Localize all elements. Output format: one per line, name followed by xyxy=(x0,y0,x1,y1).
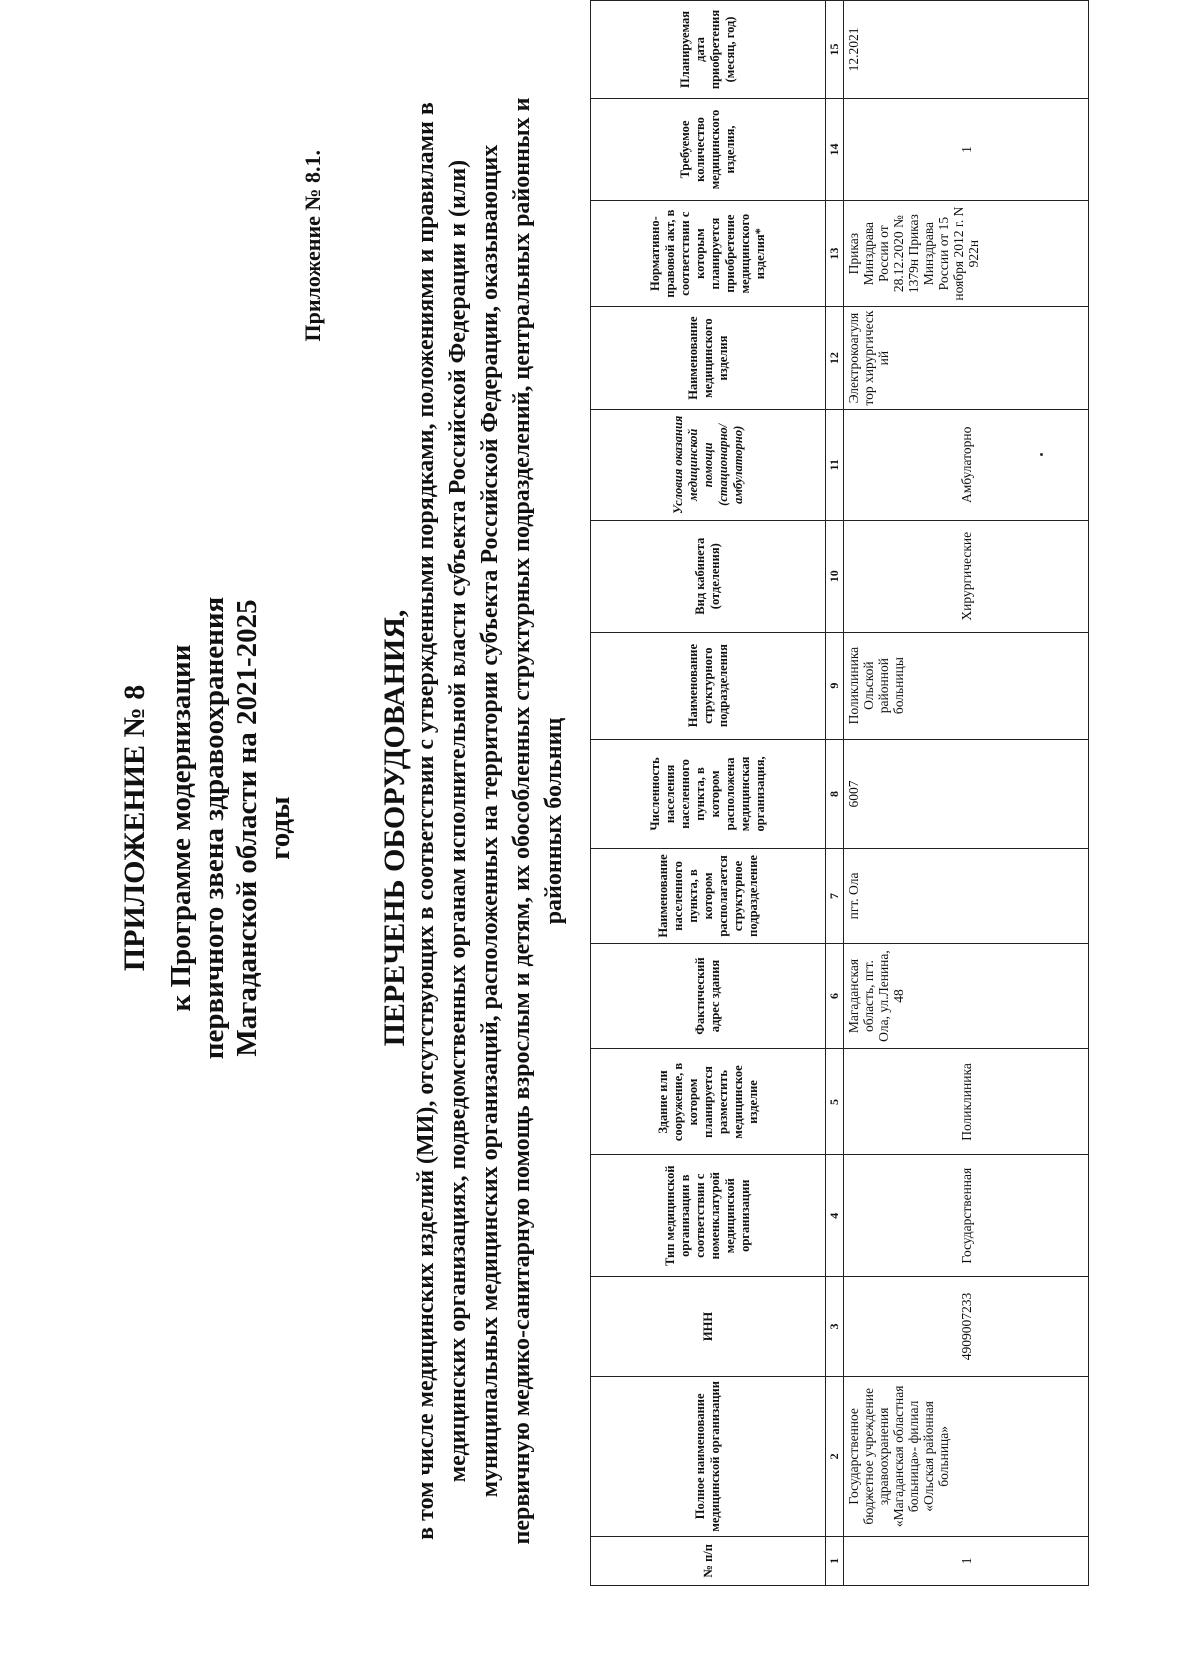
column-header: Наименование структурного подразделения xyxy=(591,632,826,739)
column-header: Наименование населенного пункта, в котором располагается структурное подразделение xyxy=(591,849,826,943)
column-number: 13 xyxy=(826,201,844,307)
column-header: Здание или сооружение, в котором планируется разместить медицинское изделие xyxy=(591,1049,826,1155)
program-line: годы xyxy=(264,796,296,860)
column-header: Вид кабинета (отделения) xyxy=(591,520,826,632)
program-title xyxy=(165,0,297,1656)
column-number: 10 xyxy=(826,520,844,632)
header-row xyxy=(591,1,826,1586)
appendix-title: ПРИЛОЖЕНИЕ № 8 xyxy=(118,684,151,972)
list-description: в том числе медицинских изделий (МИ), отсутствующих в соответствии с утвержденными порядками, положениями и правилами в медицинских организациях, подведомственных органам исполнительной власти субъекта Российской Федерации и (или) муниципальных медицинских организаций, расположенных на территории субъекта Российской Федерации, оказывающих первичную медико-санитарную помощь взрослым и детям, их обособленных структурных подразделений, центральных районных и районных больниц xyxy=(413,97,567,1545)
cell-org-type: Государственная xyxy=(844,1155,1089,1276)
column-number: 15 xyxy=(826,1,844,99)
cell-quantity: 1 xyxy=(844,98,1089,200)
column-number: 12 xyxy=(826,307,844,410)
cell-subdivision: Поликлиника Ольской районной больницы xyxy=(844,632,1089,739)
column-number: 8 xyxy=(826,739,844,849)
cell-inn: 4909007233 xyxy=(844,1276,1089,1376)
column-header: Фактический адрес здания xyxy=(591,943,826,1049)
cell-device: Электрокоагулятор хирургический xyxy=(844,307,1089,410)
column-header: Наименование медицинского изделия xyxy=(591,307,826,410)
cell-cabinet: Хирургические xyxy=(844,520,1089,632)
column-header: Нормативно-правовой акт, в соответствии с которым планируется приобретение медицинского изделия* xyxy=(591,201,826,307)
column-number: 4 xyxy=(826,1155,844,1276)
program-line: Магаданской области на 2021-2025 xyxy=(231,599,263,1057)
column-header: Требуемое количество медицинского изделия, xyxy=(591,98,826,200)
column-number: 6 xyxy=(826,943,844,1049)
column-number: 5 xyxy=(826,1049,844,1155)
cell-conditions: Амбулаторно xyxy=(844,409,1089,520)
column-number: 1 xyxy=(826,1536,844,1585)
scan-speck xyxy=(1040,453,1043,456)
list-title: ПЕРЕЧЕНЬ ОБОРУДОВАНИЯ, xyxy=(378,609,411,1047)
column-header: Тип медицинской организации в соответствии с номенклатурой медицинской организации xyxy=(591,1155,826,1276)
column-number: 14 xyxy=(826,98,844,200)
cell-org-name: Государственное бюджетное учреждение здравоохранения «Магаданская областная больница»- филиал «Ольская районная больница» xyxy=(844,1377,1089,1537)
column-header: Условия оказания медицинской помощи (стационарно/ амбулаторно) xyxy=(591,409,826,520)
column-header: Планируемая дата приобретения (месяц, год) xyxy=(591,1,826,99)
cell-address: Магаданская область, пгт. Ола, ул.Ленина, 48 xyxy=(844,943,1089,1049)
column-number: 3 xyxy=(826,1276,844,1376)
column-header: Численность населения населенного пункта, в котором расположена медицинская организация, xyxy=(591,739,826,849)
column-number: 7 xyxy=(826,849,844,943)
cell-settlement: пгт. Ола xyxy=(844,849,1089,943)
equipment-table xyxy=(590,0,1089,1586)
column-header: ИНН xyxy=(591,1276,826,1376)
column-header: № п/п xyxy=(591,1536,826,1585)
cell-legal-act: Приказ Минздрава России от 28.12.2020 № 1379н Приказ Минздрава России от 15 ноября 2012 г. N 922н xyxy=(844,201,1089,307)
cell-building: Поликлиника xyxy=(844,1049,1089,1155)
sub-appendix: Приложение № 8.1. xyxy=(300,150,325,342)
table-row xyxy=(844,1,1089,1586)
cell-population: 6007 xyxy=(844,739,1089,849)
column-number: 11 xyxy=(826,409,844,520)
column-header: Полное наименование медицинской организации xyxy=(591,1377,826,1537)
column-number: 2 xyxy=(826,1377,844,1537)
column-number: 9 xyxy=(826,632,844,739)
program-line: к Программе модернизации xyxy=(165,644,197,1012)
column-number-row xyxy=(826,1,844,1586)
cell-date: 12.2021 xyxy=(844,1,1089,99)
cell-num: 1 xyxy=(844,1536,1089,1585)
program-line: первичного звена здравоохранения xyxy=(198,596,230,1060)
